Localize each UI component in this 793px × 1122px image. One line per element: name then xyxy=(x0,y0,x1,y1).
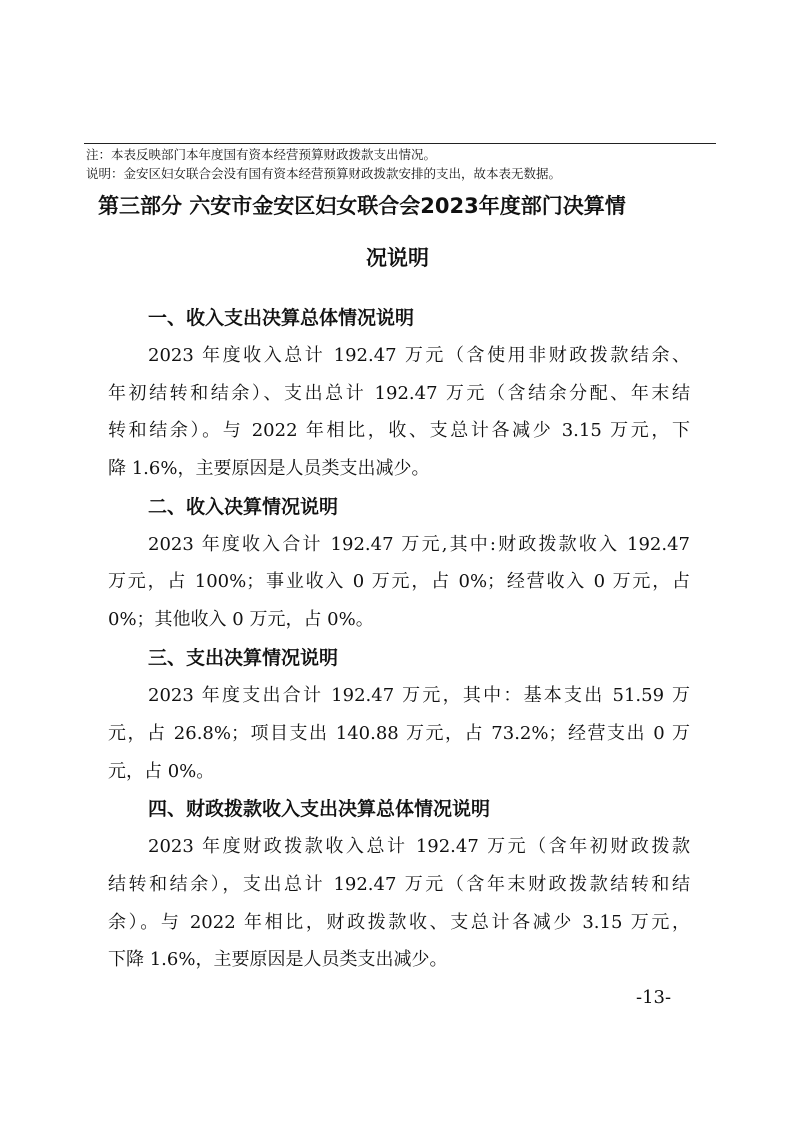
section-heading-expenditure: 三、支出决算情况说明 xyxy=(148,647,339,669)
paragraph-line: 余）。与 2022 年相比，财政拨款收、支总计各减少 3.15 万元， xyxy=(108,912,690,933)
paragraph-line: 元，占 0%。 xyxy=(108,761,215,782)
paragraph-line: 下降 1.6%，主要原因是人员类支出减少。 xyxy=(108,949,448,970)
paragraph-line: 2023 年度支出合计 192.47 万元，其中：基本支出 51.59 万 xyxy=(148,685,690,706)
paragraph-line: 0%；其他收入 0 万元，占 0%。 xyxy=(108,609,374,630)
paragraph-line: 2023 年度财政拨款收入总计 192.47 万元（含年初财政拨款 xyxy=(148,836,690,857)
paragraph-line: 转和结余）。与 2022 年相比，收、支总计各减少 3.15 万元，下 xyxy=(108,420,690,441)
paragraph-line: 结转和结余），支出总计 192.47 万元（含年末财政拨款结转和结 xyxy=(108,874,690,895)
paragraph-line: 年初结转和结余）、支出总计 192.47 万元（含结余分配、年末结 xyxy=(108,383,690,404)
paragraph-line: 2023 年度收入总计 192.47 万元（含使用非财政拨款结余、 xyxy=(148,345,690,366)
page-title-line-2: 况说明 xyxy=(366,246,429,270)
section-heading-fiscal-appropriation-overview: 四、财政拨款收入支出决算总体情况说明 xyxy=(148,798,491,820)
section-heading-income: 二、收入决算情况说明 xyxy=(148,496,339,518)
paragraph-line: 元，占 26.8%；项目支出 140.88 万元，占 73.2%；经营支出 0 万 xyxy=(108,723,690,744)
page-number: -13- xyxy=(636,987,672,1008)
table-explanation: 说明：金安区妇女联合会没有国有资本经营预算财政拨款安排的支出，故本表无数据。 xyxy=(86,166,562,181)
paragraph-line: 2023 年度收入合计 192.47 万元,其中:财政拨款收入 192.47 xyxy=(148,534,690,555)
section-heading-income-expenditure-overview: 一、收入支出决算总体情况说明 xyxy=(148,307,415,329)
top-rule xyxy=(84,143,716,144)
paragraph-line: 降 1.6%，主要原因是人员类支出减少。 xyxy=(108,458,430,479)
paragraph-line: 万元，占 100%；事业收入 0 万元，占 0%；经营收入 0 万元，占 xyxy=(108,571,690,592)
table-note: 注：本表反映部门本年度国有资本经营预算财政拨款支出情况。 xyxy=(86,147,437,162)
page-title-line-1: 第三部分 六安市金安区妇女联合会2023年度部门决算情 xyxy=(98,194,626,218)
